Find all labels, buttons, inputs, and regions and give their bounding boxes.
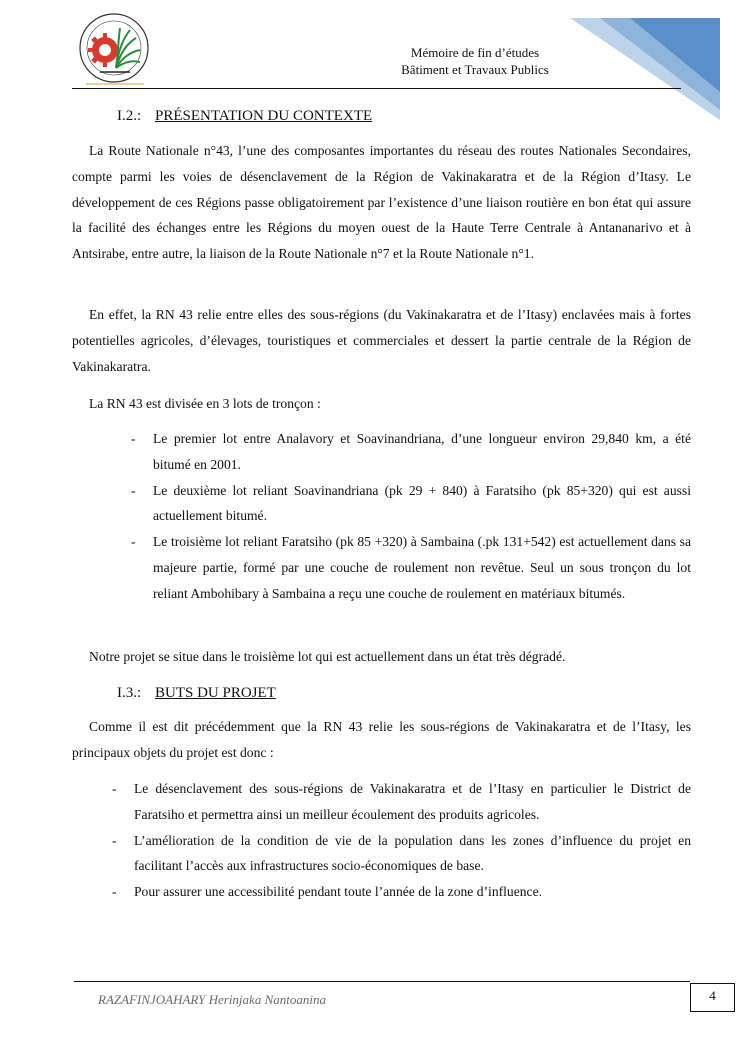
bullet-dash: - bbox=[112, 832, 117, 848]
bullet-dash: - bbox=[131, 431, 136, 446]
header-title bbox=[380, 44, 570, 78]
list-item-text: Le premier lot entre Analavory et Soavinandriana, d’une longueur environ 29,840 km, a été bitumé en 2001. bbox=[153, 431, 691, 472]
bullet-dash: - bbox=[112, 884, 117, 900]
list-item bbox=[131, 426, 691, 478]
page-number: 4 bbox=[690, 983, 735, 1012]
institution-logo bbox=[76, 12, 154, 88]
section-title: BUTS DU PROJET bbox=[155, 685, 276, 701]
section-heading-goals bbox=[117, 684, 276, 702]
footer-rule bbox=[74, 981, 690, 982]
list-item-text: Le désenclavement des sous-régions de Vakinakaratra et de l’Itasy en particulier le District de Faratsiho et permettra ainsi un meilleur écoulement des produits agricoles. bbox=[134, 781, 691, 822]
list-item-text: Pour assurer une accessibilité pendant toute l’année de la zone d’influence. bbox=[134, 884, 543, 900]
list-item bbox=[131, 478, 691, 530]
paragraph-rn43-intro: La Route Nationale n°43, l’une des composantes importantes du réseau des routes Nationales Secondaires, compte parmi les voies de désenclavement de la Région de Vakinakaratra et de la Région d’Itasy. Le développement de ces Régions passe obligatoirement par l’existence d’une liaison routière en bon état qui assure la facilité des échanges entre les Régions du moyen ouest de la Haute Terre Centrale à Antananarivo et à Antsirabe, entre autre, la liaison de la Route Nationale n°7 et la Route Nationale n°1. bbox=[72, 143, 691, 262]
list-item-text: L’amélioration de la condition de vie de la population dans les zones d’influence du projet en facilitant l’accès aux infrastructures socio-économiques de base. bbox=[134, 832, 691, 874]
paragraph-project-location: Notre projet se situe dans le troisième lot qui est actuellement dans un état très dégradé. bbox=[89, 649, 566, 664]
lots-list bbox=[131, 426, 691, 607]
goals-list bbox=[112, 776, 691, 905]
list-item-text: Le troisième lot reliant Faratsiho (pk 85 +320) à Sambaina (.pk 131+542) est actuellement dans sa majeure partie, formé par une couche de roulement non revêtue. Seul un sous tronçon du lot reliant Ambohibary à Sambaina a reçu une couche de roulement en matériaux bitumés. bbox=[153, 534, 691, 601]
header-line-1: Mémoire de fin d’études bbox=[410, 45, 540, 60]
section-number: I.2.: bbox=[117, 108, 142, 124]
bullet-dash: - bbox=[131, 534, 136, 550]
corner-decoration bbox=[560, 0, 745, 130]
list-item bbox=[112, 776, 691, 828]
header-line-2: Bâtiment et Travaux Publics bbox=[401, 62, 549, 77]
list-item bbox=[112, 879, 691, 905]
paragraph-rn43-regions: En effet, la RN 43 relie entre elles des sous-régions (du Vakinakaratra et de l’Itasy) enclavées mais à fortes potentielles agricoles, d’élevages, touristiques et commerciales et dessert la partie centrale de la Région de Vakinakaratra. bbox=[72, 307, 691, 374]
section-heading-context bbox=[117, 107, 372, 125]
paragraph-goals-intro: Comme il est dit précédemment que la RN 43 relie les sous-régions de Vakinakaratra et de l’Itasy, les principaux objets du projet est donc : bbox=[72, 719, 691, 760]
list-item bbox=[112, 828, 691, 880]
header-rule bbox=[72, 88, 681, 89]
list-item bbox=[131, 529, 691, 606]
list-item-text: Le deuxième lot reliant Soavinandriana (pk 29 + 840) à Faratsiho (pk 85+320) qui est aussi actuellement bitumé. bbox=[153, 482, 691, 524]
bullet-dash: - bbox=[112, 781, 117, 796]
footer-author: RAZAFINJOAHARY Herinjaka Nantoanina bbox=[98, 992, 326, 1007]
bullet-dash: - bbox=[131, 482, 136, 498]
paragraph-rn43-lots: La RN 43 est divisée en 3 lots de tronçon : bbox=[89, 396, 321, 411]
section-title: PRÉSENTATION DU CONTEXTE bbox=[155, 108, 373, 124]
section-number: I.3.: bbox=[117, 685, 142, 701]
